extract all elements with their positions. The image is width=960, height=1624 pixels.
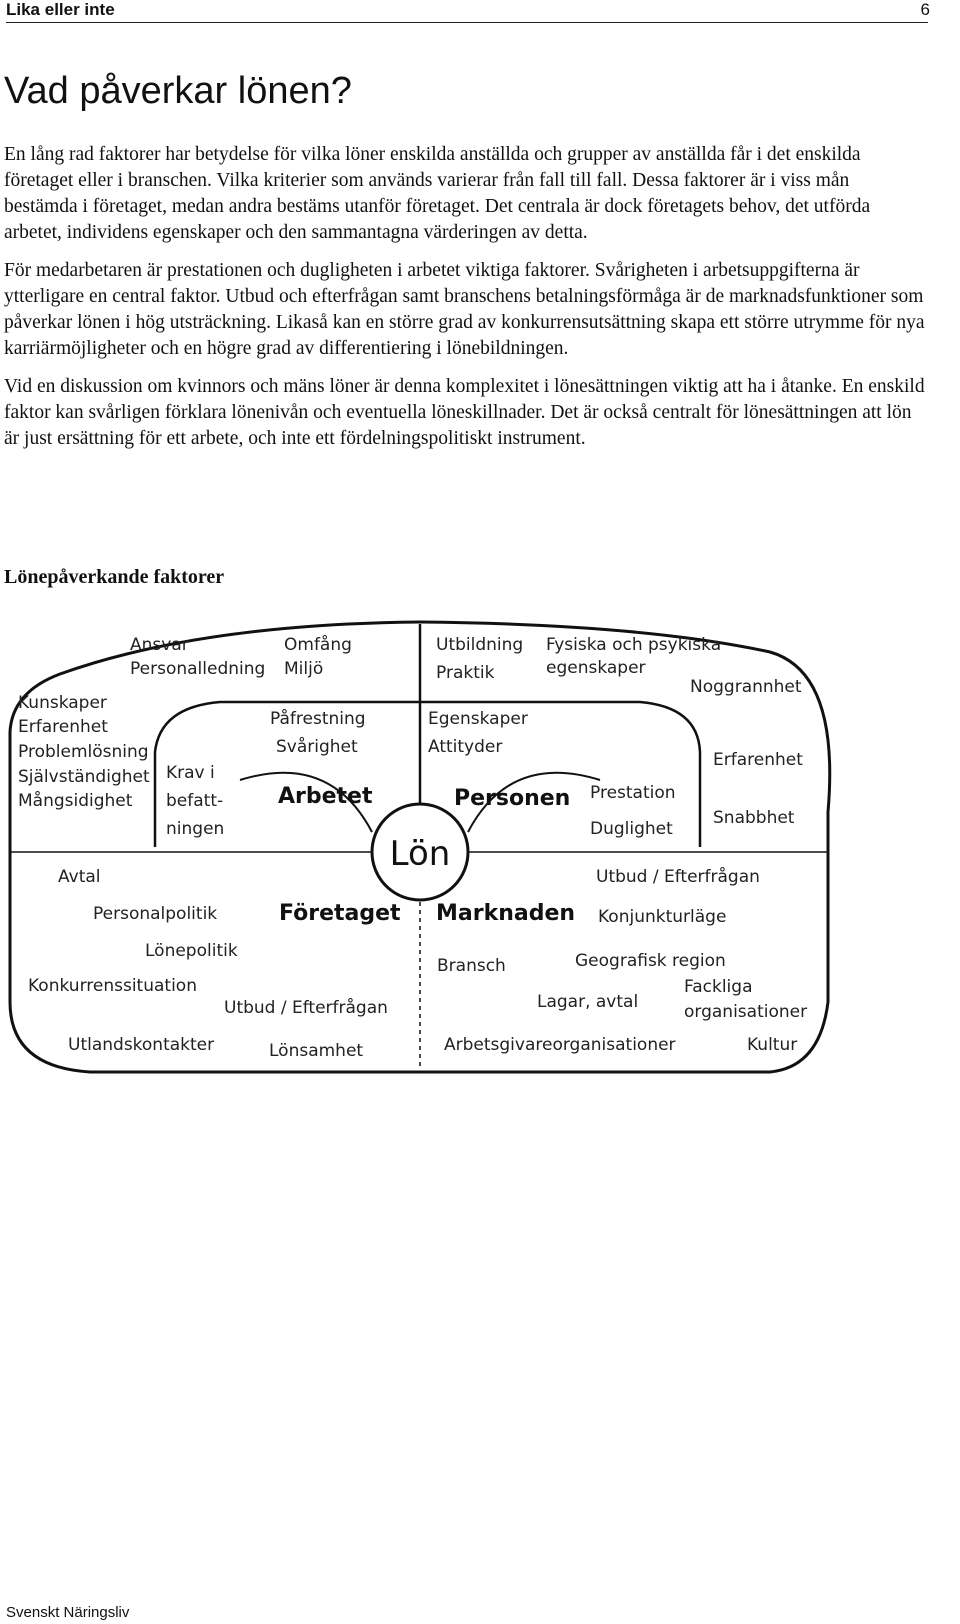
page-footer: Svenskt Näringsliv <box>6 1604 130 1621</box>
factor-erfarenhet-right: Erfarenhet <box>713 750 803 770</box>
factor-ansvar: Ansvar <box>130 635 189 655</box>
factor-fysiska-1: Fysiska och psykiska <box>546 635 722 655</box>
page-heading: Vad påverkar lönen? <box>4 70 352 112</box>
center-label: Lön <box>389 834 451 874</box>
page-number: 6 <box>920 0 930 19</box>
factor-praktik: Praktik <box>436 663 495 683</box>
factor-krav-3: ningen <box>166 819 225 839</box>
factor-bransch: Bransch <box>437 956 506 976</box>
body-text <box>4 142 926 464</box>
factor-arbetsgivareorganisationer: Arbetsgivareorganisationer <box>444 1035 676 1055</box>
factor-geografisk-region: Geografisk region <box>575 951 726 971</box>
factor-miljo: Miljö <box>284 659 324 679</box>
factor-avtal: Avtal <box>58 867 101 887</box>
factor-konjunkturlage: Konjunkturläge <box>598 907 727 927</box>
running-title: Lika eller inte <box>6 0 115 19</box>
factor-egenskaper: Egenskaper <box>428 709 528 729</box>
factor-snabbhet: Snabbhet <box>713 808 795 828</box>
label-arbetet: Arbetet <box>278 784 373 809</box>
label-foretaget: Företaget <box>279 901 401 926</box>
factor-utlandskontakter: Utlandskontakter <box>68 1035 215 1055</box>
paragraph-1: En lång rad faktorer har betydelse för vilka löner enskilda anställda och grupper av anställda får i det enskilda företaget eller i branschen. Vilka kriterier som används varierar från fall till fall. Dessa faktorer är i viss mån bestämda i företaget, medan andra bestäms utanför företaget. Det centrala är dock företagets behov, det utförda arbetet, individens egenskaper och den sammantagna värderingen av detta. <box>4 144 871 243</box>
factor-svarighet: Svårighet <box>276 737 358 757</box>
factor-lagar-avtal: Lagar, avtal <box>537 992 639 1012</box>
wage-factors-diagram <box>0 612 840 1082</box>
factor-krav-1: Krav i <box>166 763 215 783</box>
factor-krav-2: befatt- <box>166 791 224 811</box>
section-heading: Lönepåverkande faktorer <box>4 566 225 588</box>
factor-erfarenhet-left: Erfarenhet <box>18 717 108 737</box>
factor-fysiska-2: egenskaper <box>546 658 646 678</box>
label-personen: Personen <box>454 786 571 811</box>
factor-pafrestning: Påfrestning <box>270 709 366 729</box>
factor-kunskaper: Kunskaper <box>18 693 107 713</box>
factor-omfang: Omfång <box>284 635 352 655</box>
factor-fackliga-1: Fackliga <box>684 977 753 997</box>
factor-fackliga-2: organisationer <box>684 1002 808 1022</box>
page-header <box>6 0 928 23</box>
factor-lonepolitik: Lönepolitik <box>145 941 238 961</box>
paragraph-3: Vid en diskussion om kvinnors och mäns löner är denna komplexitet i lönesättningen viktig att ha i åtanke. En enskild faktor kan svårligen förklara lönenivån och eventuella löneskillnader. Det är också centralt för lönesättningen att lön är just ersättning för ett arbete, och inte ett fördelningspolitiskt instrument. <box>4 376 925 449</box>
label-marknaden: Marknaden <box>436 901 576 926</box>
factor-lonsamhet: Lönsamhet <box>269 1041 364 1061</box>
factor-personalledning: Personalledning <box>130 659 266 679</box>
factor-duglighet: Duglighet <box>590 819 673 839</box>
factor-attityder: Attityder <box>428 737 503 757</box>
factor-utbud-left: Utbud / Efterfrågan <box>224 998 388 1018</box>
factor-noggrannhet: Noggrannhet <box>690 677 802 697</box>
factor-utbud-right: Utbud / Efterfrågan <box>596 867 760 887</box>
factor-personalpolitik: Personalpolitik <box>93 904 218 924</box>
factor-problemlosning: Problemlösning <box>18 742 149 762</box>
factor-utbildning: Utbildning <box>436 635 524 655</box>
factor-konkurrenssituation: Konkurrenssituation <box>28 976 197 996</box>
factor-mangsidighet: Mångsidighet <box>18 791 133 811</box>
factor-kultur: Kultur <box>747 1035 798 1055</box>
factor-prestation: Prestation <box>590 783 676 803</box>
paragraph-2: För medarbetaren är prestationen och dugligheten i arbetet viktiga faktorer. Svårigheten i arbetsuppgifterna är ytterligare en central faktor. Utbud och efterfrågan samt branschens betalningsförmåga är de marknadsfunktioner som påverkar lönen i hög utsträckning. Likaså kan en större grad av konkurrensutsättning skapa ett större utrymme för nya karriärmöjligheter och en högre grad av differentiering i lönebildningen. <box>4 260 925 359</box>
factor-sjalvstandighet: Självständighet <box>18 767 150 787</box>
